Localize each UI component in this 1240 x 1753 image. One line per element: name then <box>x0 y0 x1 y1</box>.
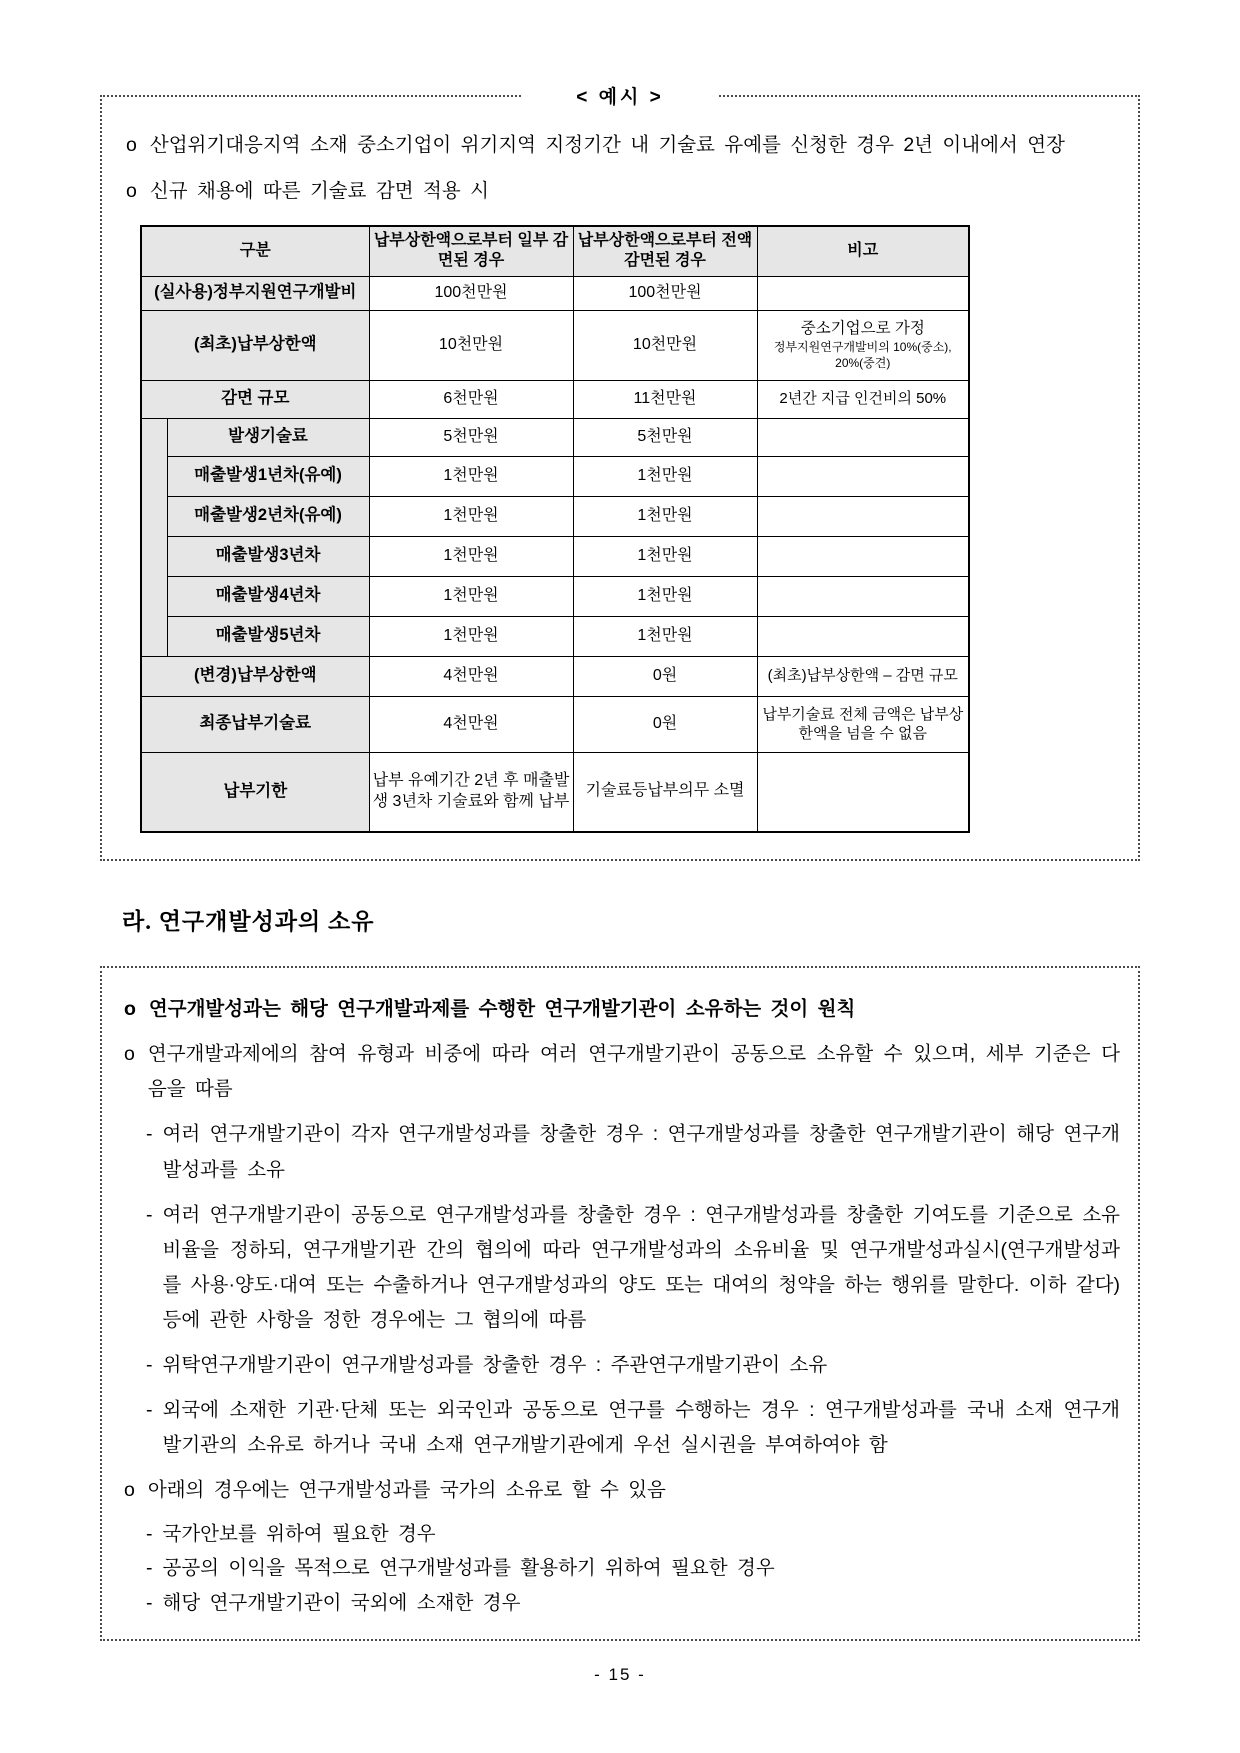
list-item <box>146 1518 1120 1551</box>
cell-note: 2년간 지급 인건비의 50% <box>757 380 969 418</box>
list-item <box>124 992 1120 1027</box>
list-item-text: 여러 연구개발기관이 공동으로 연구개발성과를 창출한 경우 : 연구개발성과를 창출한 기여도를 기준으로 소유비율을 정하되, 연구개발기관 간의 협의에 따라 연구개발성과의 소유비율 및 연구개발성과실시(연구개발성과를 사용·양도·대여 또는 수출하거나 연구개발성과의 양도 또는 대여의 청약을 하는 행위를 말한다. 이하 같다) 등에 관한 사항을 정한 경우에는 그 협의에 따름 <box>162 1203 1120 1331</box>
cell-partial: 5천만원 <box>369 418 573 456</box>
bullet-marker: o <box>124 1479 135 1502</box>
table-row <box>141 380 969 418</box>
row-label: 발생기술료 <box>167 418 369 456</box>
cell-partial: 1천만원 <box>369 456 573 496</box>
list-item <box>146 1198 1120 1338</box>
bullet-text: 신규 채용에 따른 기술료 감면 적용 시 <box>149 180 489 203</box>
dash-marker: - <box>146 1399 153 1422</box>
cell-partial: 4천만원 <box>369 656 573 696</box>
table-row <box>141 310 969 380</box>
ownership-box <box>100 966 1140 1641</box>
cell-note <box>757 276 969 310</box>
cell-note <box>757 536 969 576</box>
bullet-item <box>126 127 1118 163</box>
bullet-marker: o <box>124 1043 135 1066</box>
cell-full: 1천만원 <box>573 496 757 536</box>
list-item <box>124 1037 1120 1107</box>
cell-note <box>757 616 969 656</box>
row-label: 최종납부기술료 <box>141 696 369 752</box>
header-full-reduction: 납부상한액으로부터 전액 감면된 경우 <box>573 226 757 276</box>
table-row <box>141 752 969 832</box>
table-row <box>141 418 969 456</box>
dash-marker: - <box>146 1557 153 1580</box>
dash-marker: - <box>146 1591 153 1614</box>
cell-full: 1천만원 <box>573 616 757 656</box>
bullet-text: 산업위기대응지역 소재 중소기업이 위기지역 지정기간 내 기술료 유예를 신청한 경우 2년 이내에서 연장 <box>149 134 1065 156</box>
cell-partial: 6천만원 <box>369 380 573 418</box>
bullet-item <box>126 173 1118 209</box>
list-item-text: 연구개발성과는 해당 연구개발과제를 수행한 연구개발기관이 소유하는 것이 원칙 <box>148 998 856 1021</box>
list-item-text: 여러 연구개발기관이 각자 연구개발성과를 창출한 경우 : 연구개발성과를 창출한 연구개발기관이 해당 연구개발성과를 소유 <box>162 1123 1120 1181</box>
list-item-text: 위탁연구개발기관이 연구개발성과를 창출한 경우 : 주관연구개발기관이 소유 <box>162 1353 828 1376</box>
cell-partial: 1천만원 <box>369 616 573 656</box>
cell-full: 11천만원 <box>573 380 757 418</box>
cell-full: 5천만원 <box>573 418 757 456</box>
list-item <box>124 1473 1120 1508</box>
header-remark: 비고 <box>757 226 969 276</box>
cell-partial: 10천만원 <box>369 310 573 380</box>
cell-full: 10천만원 <box>573 310 757 380</box>
list-item <box>146 1393 1120 1463</box>
bullet-marker: o <box>124 998 136 1021</box>
list-item-text: 연구개발과제에의 참여 유형과 비중에 따라 여러 연구개발기관이 공동으로 소유할 수 있으며, 세부 기준은 다음을 따름 <box>147 1043 1120 1101</box>
row-label: 매출발생5년차 <box>167 616 369 656</box>
cell-full: 1천만원 <box>573 456 757 496</box>
example-box-title: < 예시 > <box>521 82 718 109</box>
table-row <box>141 576 969 616</box>
bullet-marker: o <box>126 134 137 156</box>
dash-marker: - <box>146 1123 153 1146</box>
cell-partial: 1천만원 <box>369 496 573 536</box>
row-label: (실사용)정부지원연구개발비 <box>141 276 369 310</box>
cell-full: 0원 <box>573 696 757 752</box>
table-row <box>141 696 969 752</box>
page-number: - 15 - <box>594 1664 646 1684</box>
example-box <box>100 87 1140 861</box>
list-item <box>146 1552 1120 1585</box>
section-title: 라. 연구개발성과의 소유 <box>122 909 375 935</box>
cell-note <box>757 418 969 456</box>
cell-partial: 1천만원 <box>369 576 573 616</box>
list-item-text: 외국에 소재한 기관·단체 또는 외국인과 공동으로 연구를 수행하는 경우 : 연구개발성과를 국내 소재 연구개발기관의 소유로 하거나 국내 소재 연구개발기관에게 우선 실시권을 부여하여야 함 <box>162 1399 1120 1457</box>
row-label: 납부기한 <box>141 752 369 832</box>
indent-strip <box>141 418 167 656</box>
table-row <box>141 456 969 496</box>
row-label: (최초)납부상한액 <box>141 310 369 380</box>
fee-table <box>140 225 970 833</box>
table-row <box>141 616 969 656</box>
cell-full: 1천만원 <box>573 536 757 576</box>
row-label: 감면 규모 <box>141 380 369 418</box>
list-item-text: 해당 연구개발기관이 국외에 소재한 경우 <box>162 1591 521 1614</box>
cell-partial: 100천만원 <box>369 276 573 310</box>
table-row <box>141 496 969 536</box>
list-item <box>146 1348 1120 1383</box>
cell-note: (최초)납부상한액 – 감면 규모 <box>757 656 969 696</box>
list-item-text: 공공의 이익을 목적으로 연구개발성과를 활용하기 위하여 필요한 경우 <box>162 1557 775 1580</box>
header-category: 구분 <box>141 226 369 276</box>
header-partial-reduction: 납부상한액으로부터 일부 감면된 경우 <box>369 226 573 276</box>
cell-full: 0원 <box>573 656 757 696</box>
cell-partial: 4천만원 <box>369 696 573 752</box>
table-row <box>141 276 969 310</box>
cell-note <box>757 752 969 832</box>
list-item <box>146 1117 1120 1187</box>
table-header-row <box>141 226 969 276</box>
cell-partial: 1천만원 <box>369 536 573 576</box>
list-item-text: 아래의 경우에는 연구개발성과를 국가의 소유로 할 수 있음 <box>147 1479 666 1502</box>
list-item-text: 국가안보를 위하여 필요한 경우 <box>162 1523 436 1546</box>
note-main: 중소기업으로 가정 <box>800 320 925 338</box>
row-label: 매출발생3년차 <box>167 536 369 576</box>
bullet-marker: o <box>126 180 137 203</box>
cell-note <box>757 456 969 496</box>
cell-note: 납부기술료 전체 금액은 납부상한액을 넘을 수 없음 <box>757 696 969 752</box>
note-sub: 정부지원연구개발비의 10%(중소), 20%(중견) <box>773 339 952 370</box>
dash-marker: - <box>146 1523 153 1546</box>
row-label: 매출발생2년차(유예) <box>167 496 369 536</box>
dash-marker: - <box>146 1203 153 1226</box>
row-label: 매출발생1년차(유예) <box>167 456 369 496</box>
cell-note <box>757 310 969 380</box>
cell-note <box>757 576 969 616</box>
row-label: (변경)납부상한액 <box>141 656 369 696</box>
table-row <box>141 536 969 576</box>
cell-full: 100천만원 <box>573 276 757 310</box>
cell-partial: 납부 유예기간 2년 후 매출발생 3년차 기술료와 함께 납부 <box>369 752 573 832</box>
row-label: 매출발생4년차 <box>167 576 369 616</box>
table-row <box>141 656 969 696</box>
dash-marker: - <box>146 1353 153 1376</box>
cell-full: 기술료등납부의무 소멸 <box>573 752 757 832</box>
list-item <box>146 1587 1120 1620</box>
cell-full: 1천만원 <box>573 576 757 616</box>
cell-note <box>757 496 969 536</box>
